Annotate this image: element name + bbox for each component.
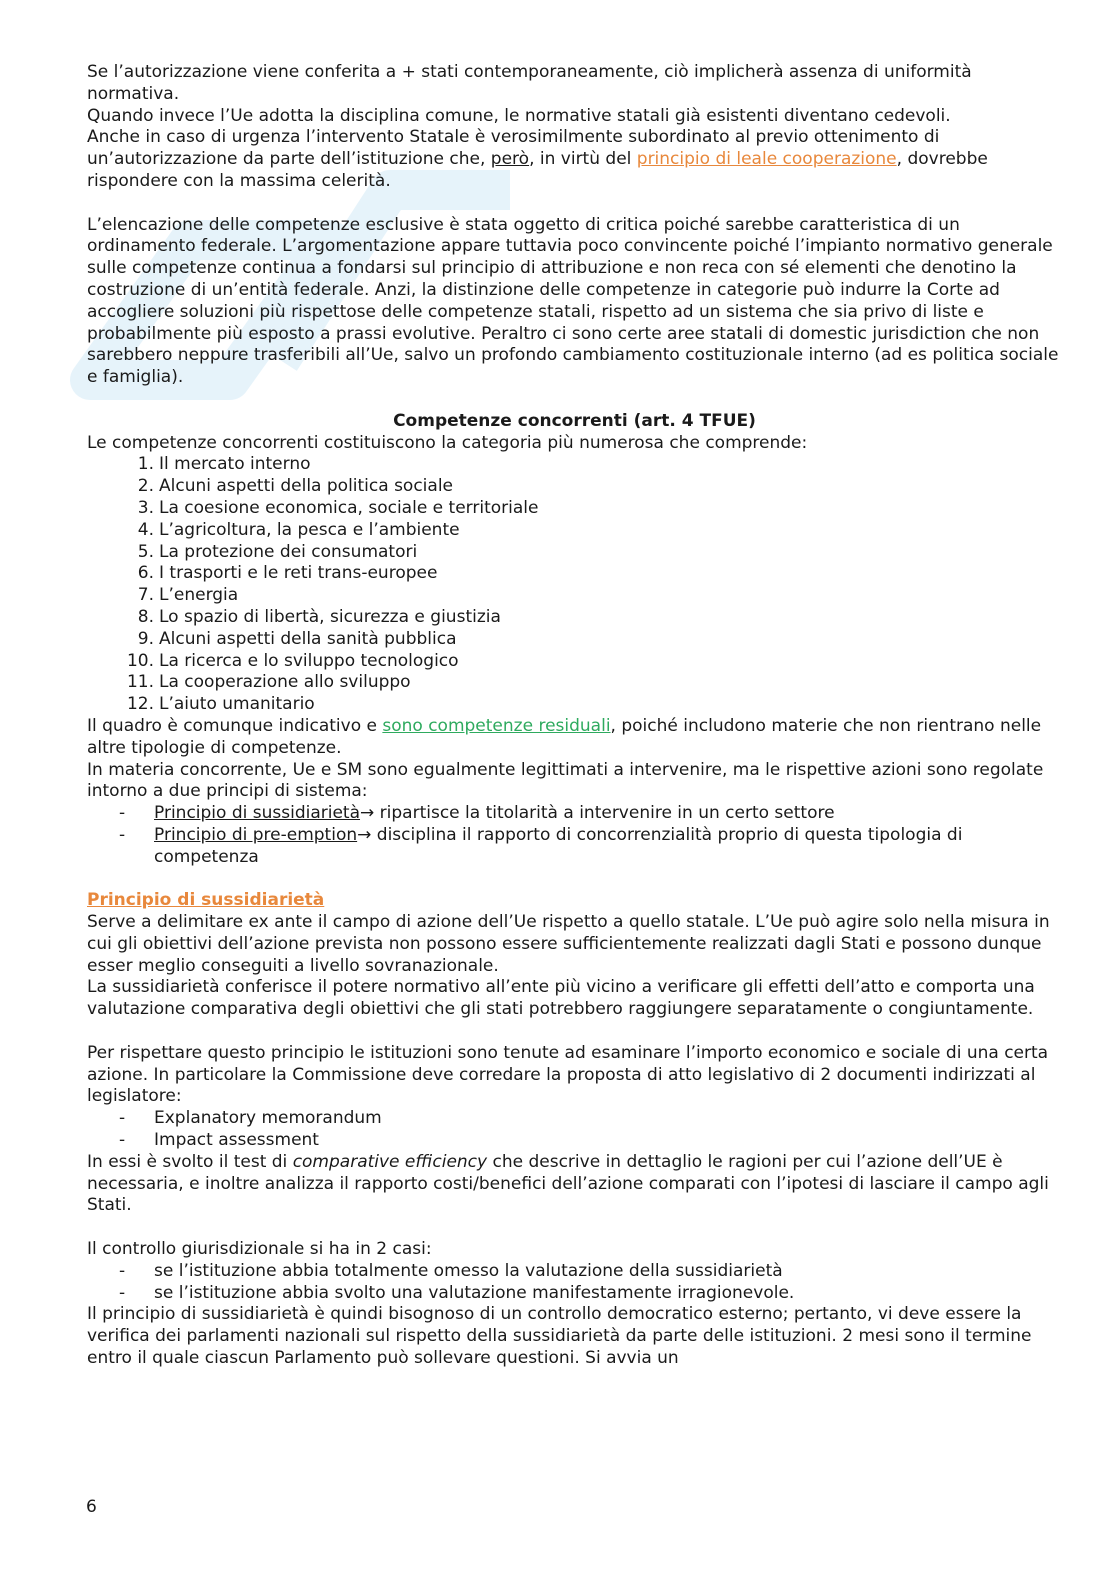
- section-heading: Competenze concorrenti (art. 4 TFUE): [393, 410, 756, 431]
- list-item: 9. Alcuni aspetti della sanità pubblica: [137, 628, 457, 649]
- link-competenze-residuali[interactable]: sono competenze residuali: [382, 715, 611, 736]
- list-item: - Impact assessment: [119, 1130, 319, 1151]
- paragraph: L’elencazione delle competenze esclusive è stata oggetto di critica poiché sarebbe caratteristica di un ordinamento federale. L’argomentazione appare tuttavia poco convincente poiché l’impianto normativo generale sulle competenze continua a fondarsi sul principio di attribuzione e non reca con sé elementi che denotino la costruzione di un’entità federale. Anzi, la distinzione delle competenze in categorie può indurre la Corte ad accogliere soluzioni più rispettose delle competenze statali, rispetto ad un sistema che sia privo di liste e probabilmente più esposto a prassi evolutive. Peraltro ci sono certe aree statali di domestic jurisdiction che non sarebbero neppure trasferibili all’Ue, salvo un profondo cambiamento costituzionale interno (ad es politica sociale e famiglia).: [87, 214, 1059, 388]
- list-item: 7. L’energia: [137, 585, 239, 606]
- paragraph: Anche in caso di urgenza l’intervento Statale è verosimilmente subordinato al previo ottenimento di un’autorizzazione da parte dell’istituzione che, però, in virtù del principio di leale cooperazione, dovrebbe rispondere con la massima celerità.: [87, 127, 988, 191]
- list-item: 3. La coesione economica, sociale e territoriale: [137, 497, 539, 518]
- paragraph: Per rispettare questo principio le istituzioni sono tenute ad esaminare l’importo economico e sociale di una certa azione. In particolare la Commissione deve corredare la proposta di atto legislativo di 2 documenti indirizzati al legislatore:: [87, 1042, 1049, 1107]
- paragraph: Serve a delimitare ex ante il campo di azione dell’Ue rispetto a quello statale. L’Ue può agire solo nella misura in cui gli obiettivi dell’azione prevista non possono essere sufficientemente realizzati dagli Stati e possono dunque esser meglio conseguiti a livello sovranazionale.: [87, 912, 1050, 976]
- list-item: 6. I trasporti e le reti trans-europee: [137, 563, 438, 584]
- paragraph: Quando invece l’Ue adotta la disciplina comune, le normative statali già esistenti diventano cedevoli.: [87, 105, 951, 126]
- cases-list: [87, 1261, 1062, 1305]
- link-leale-cooperazione[interactable]: principio di leale cooperazione: [636, 149, 897, 170]
- list-item: 4. L’agricoltura, la pesca e l’ambiente: [137, 519, 460, 540]
- paragraph: In essi è svolto il test di comparative efficiency che descrive in dettaglio le ragioni per cui l’azione dell’UE è necessaria, e inoltre analizza il rapporto costi/benefici dell’azione comparati con l’ipotesi di lasciare il campo agli Stati.: [87, 1151, 1049, 1216]
- arrow-icon: →: [357, 824, 372, 845]
- paragraph: Le competenze concorrenti costituiscono la categoria più numerosa che comprende:: [87, 432, 808, 453]
- underlined-word: però: [490, 149, 530, 170]
- principles-list: [87, 803, 1062, 868]
- arrow-icon: →: [360, 803, 375, 824]
- paragraph: Se l’autorizzazione viene conferita a + stati contemporaneamente, ciò implicherà assenza di uniformità normativa.: [87, 62, 972, 104]
- list-item: 8. Lo spazio di libertà, sicurezza e giustizia: [137, 606, 501, 627]
- list-item: 11. La cooperazione allo sviluppo: [126, 672, 411, 693]
- competence-list: [87, 454, 1062, 716]
- paragraph: Il controllo giurisdizionale si ha in 2 casi:: [87, 1239, 432, 1260]
- document-page: [87, 62, 1062, 1370]
- paragraph: La sussidiarietà conferisce il potere normativo all’ente più vicino a verificare gli effetti dell’atto e comporta una valutazione comparativa degli obiettivi che gli stati potrebbero raggiungere separatamente o congiuntamente.: [87, 977, 1035, 1020]
- list-item: 10. La ricerca e lo sviluppo tecnologico: [126, 650, 459, 671]
- list-item: 5. La protezione dei consumatori: [137, 541, 418, 562]
- list-item: 12. L’aiuto umanitario: [126, 694, 315, 715]
- section-heading-sussidiarieta[interactable]: Principio di sussidiarietà: [87, 890, 325, 911]
- documents-list: [87, 1108, 1062, 1152]
- list-item: 2. Alcuni aspetti della politica sociale: [137, 476, 453, 497]
- list-item: - Principio di pre-emption→ disciplina il rapporto di concorrenzialità proprio di questa tipologia di competenza: [119, 824, 963, 867]
- list-item: - Principio di sussidiarietà→ ripartisce la titolarità a intervenire in un certo settore: [119, 803, 835, 824]
- paragraph: In materia concorrente, Ue e SM sono egualmente legittimati a intervenire, ma le rispettive azioni sono regolate intorno a due principi di sistema:: [87, 759, 1044, 802]
- list-item: - se l’istituzione abbia totalmente omesso la valutazione della sussidiarietà: [119, 1260, 783, 1281]
- list-item: - se l’istituzione abbia svolto una valutazione manifestamente irragionevole.: [119, 1282, 795, 1303]
- paragraph: Il principio di sussidiarietà è quindi bisognoso di un controllo democratico esterno; pertanto, vi deve essere la verifica dei parlamenti nazionali sul rispetto della sussidiarietà da parte delle istituzioni. 2 mesi sono il termine entro il quale ciascun Parlamento può sollevare questioni. Si avvia un: [87, 1304, 1032, 1369]
- list-item: 1. Il mercato interno: [137, 454, 311, 475]
- list-item: - Explanatory memorandum: [119, 1108, 382, 1129]
- page-number: 6: [86, 1497, 97, 1517]
- paragraph: Il quadro è comunque indicativo e sono competenze residuali, poiché includono materie che non rientrano nelle altre tipologie di competenze.: [87, 715, 1042, 758]
